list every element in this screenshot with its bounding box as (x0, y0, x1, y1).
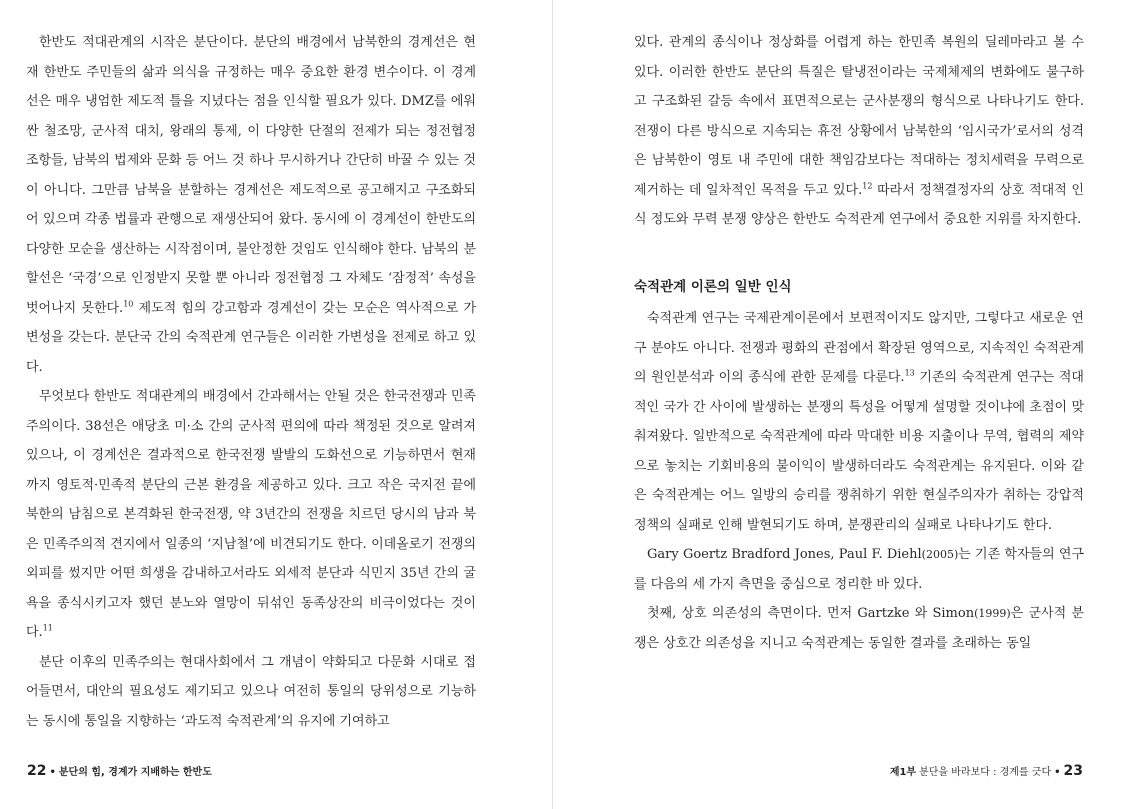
paragraph: 숙적관계 연구는 국제관계이론에서 보편적이지도 않지만, 그렇다고 새로운 연구 분야도 아니다. 전쟁과 평화의 관점에서 확장된 영역으로, 지속적인 숙적관계의 원인분석과 이의 종식에 관한 문제를 다룬다.$^{13}$ 기존의 숙적관계 연구는 적대적인 국가 간 사이에 발생하는 분쟁의 특성을 어떻게 설명할 것이냐에 초점이 맞춰져왔다. 일반적으로 숙적관계에 따라 막대한 비용 지출이나 무역, 협력의 제약으로 놓치는 기회비용의 불이익이 발생하더라도 숙적관계는 유지된다. 이와 같은 숙적관계는 어느 일방의 승리를 쟁취하기 위한 현실주의자가 취하는 강압적 정책의 실패로 인해 발현되기도 하며, 분쟁관리의 실패로 나타나기도 한다. (634, 311, 1084, 533)
running-title: 분단의 힘, 경계가 지배하는 한반도 (58, 767, 212, 778)
citation-year: (1999) (974, 607, 1011, 620)
right-page (553, 0, 1138, 809)
footer-bullet: • (1054, 767, 1061, 778)
footnote-ref[interactable]: 12 (862, 181, 873, 191)
part-label: 제1부 (889, 767, 917, 778)
running-title: 분단을 바라보다 : 경계를 긋다 (919, 767, 1052, 778)
footer-bullet: • (49, 767, 56, 778)
paragraph: 한반도 적대관계의 시작은 분단이다. 분단의 배경에서 남북한의 경계선은 현재 한반도 주민들의 삶과 의식을 규정하는 매우 중요한 환경 변수이다. 이 경계선은 매우 냉엄한 제도적 틀을 지녔다는 점을 인식할 필요가 있다. DMZ를 에워싼 철조망, 군사적 대치, 왕래의 통제, 이 다양한 단절의 전제가 되는 정전협정 조항들, 남북의 법제와 문화 등 어느 것 하나 무시하거나 간단히 바꿀 수 있는 것이 아니다. 그만큼 남북을 분할하는 경계선은 제도적으로 공고해지고 구조화되어 있으며 각종 법률과 관행으로 재생산되어 왔다. 동시에 이 경계선이 한반도의 다양한 모순을 생산하는 시작점이며, 불안정한 것임도 인식해야 한다. 남북의 분할선은 ‘국경’으로 인정받지 못할 뿐 아니라 정전협정 그 자체도 ‘잠정적’ 속성을 벗어나지 못한다.$^{10}$ 제도적 힘의 강고함과 경계선이 갖는 모순은 역사적으로 가변성을 갖는다. 분단국 간의 숙적관계 연구들은 이러한 가변성을 전제로 하고 있다. (26, 35, 477, 375)
footnote-ref[interactable]: 13 (904, 368, 915, 378)
right-body-text (634, 28, 1084, 658)
section-heading: 숙적관계 이론의 일반 인식 (634, 278, 792, 295)
footnote-ref[interactable]: 11 (42, 623, 53, 633)
paragraph: 분단 이후의 민족주의는 현대사회에서 그 개념이 약화되고 다문화 시대로 접어들면서, 대안의 필요성도 제기되고 있으나 여전히 통일의 당위성으로 기능하는 동시에 통일을 지향하는 ‘과도적 숙적관계’의 유지에 기여하고 (26, 654, 476, 729)
paragraph: 무엇보다 한반도 적대관계의 배경에서 간과해서는 안될 것은 한국전쟁과 민족주의이다. 38선은 애당초 미·소 간의 군사적 편의에 따라 책정된 것으로 알려져 있으나, 이 경계선은 결과적으로 한국전쟁 발발의 도화선으로 기능하면서 현재까지 영토적·민족적 분단의 근본 환경을 제공하고 있다. 크고 작은 국지전 끝에 북한의 남침으로 본격화된 한국전쟁, 약 3년간의 전쟁을 치르던 당시의 남과 북은 민족주의적 견지에서 일종의 ‘지남철’에 비견되기도 한다. 이데올로기 전쟁의 외피를 썼지만 어떤 희생을 감내하고서라도 외세적 분단과 식민지 35년 간의 굴욕을 종식시키고자 했던 분노와 열망이 뒤섞인 동족상잔의 비극이었다는 것이다.$^{11}$ (26, 389, 476, 640)
citation-year: (2005) (921, 548, 959, 561)
paragraph: Gary Goertz Bradford Jones, Paul F. Diehl(2005)는 기존 학자들의 연구를 다음의 세 가지 측면을 중심으로 정리한 바 있다. (634, 547, 1084, 592)
right-page-footer (890, 763, 1083, 779)
left-page (0, 0, 553, 809)
paragraph: 첫째, 상호 의존성의 측면이다. 먼저 Gartzke 와 Simon(1999)은 군사적 분쟁은 상호간 의존성을 지니고 숙적관계는 동일한 결과를 초래하는 동일 (634, 606, 1084, 651)
paragraph: 있다. 관계의 종식이나 정상화를 어렵게 하는 한민족 복원의 딜레마라고 볼 수 있다. 이러한 한반도 분단의 특질은 탈냉전이라는 국제체제의 변화에도 불구하고 구조화된 갈등 속에서 표면적으로는 군사분쟁의 형식으로 나타나기도 한다. 전쟁이 다른 방식으로 지속되는 휴전 상황에서 남북한의 ‘임시국가’로서의 성격은 남북한이 영토 내 주민에 대한 책임감보다는 적대하는 정치세력을 무력으로 제거하는 데 일차적인 목적을 두고 있다.$^{12}$ 따라서 정책결정자의 상호 적대적 인식 정도와 무력 분쟁 양상은 한반도 숙적관계 연구에서 중요한 지위를 차지한다. (634, 35, 1084, 227)
left-body-text (26, 28, 476, 736)
footnote-ref[interactable]: 10 (123, 299, 134, 309)
left-page-footer (27, 763, 212, 779)
page-number: 22 (27, 763, 47, 779)
page-number: 23 (1063, 763, 1083, 779)
